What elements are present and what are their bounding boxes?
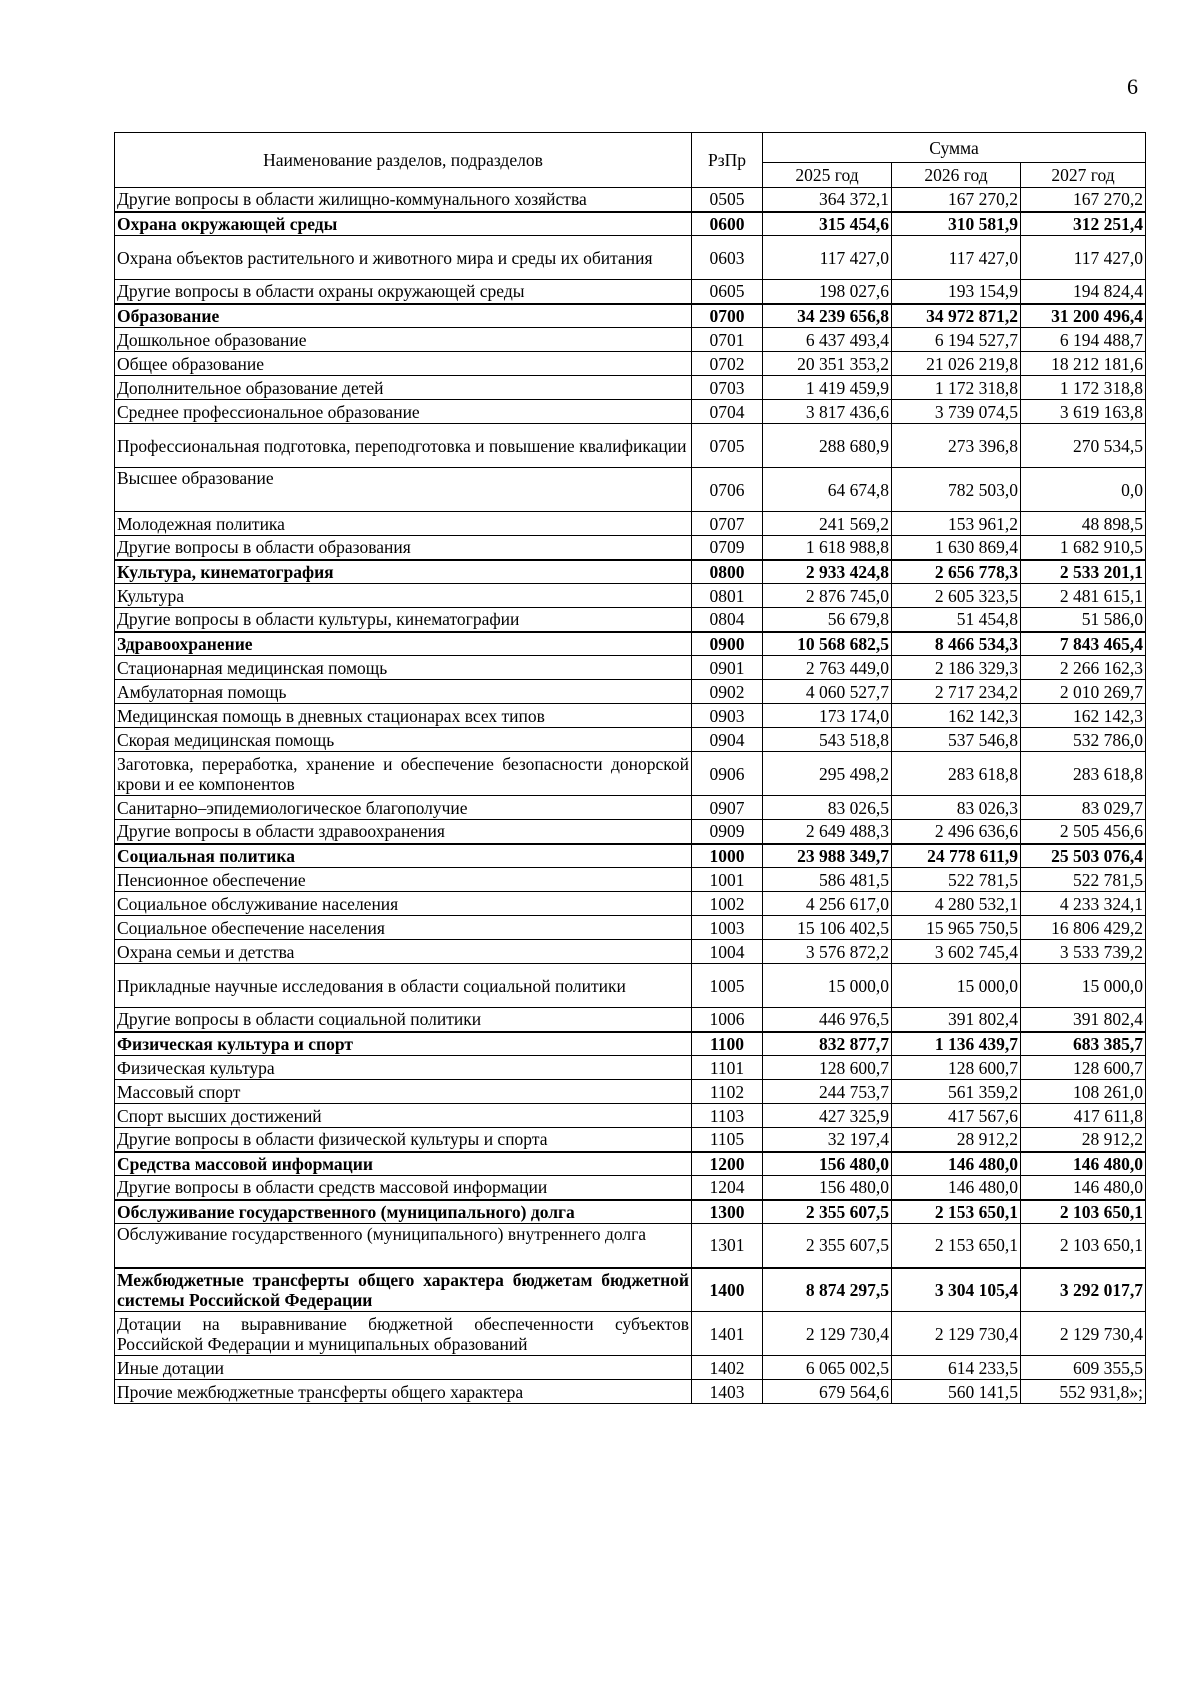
row-code: 0603 [692, 236, 763, 280]
row-code: 1002 [692, 892, 763, 916]
value-2027: 6 194 488,7 [1021, 328, 1146, 352]
value-2025: 2 876 745,0 [763, 584, 892, 608]
value-2027: 83 029,7 [1021, 796, 1146, 820]
value-2027: 522 781,5 [1021, 868, 1146, 892]
table-row [115, 916, 1146, 940]
row-code: 0700 [692, 304, 763, 328]
row-name: Образование [115, 304, 692, 328]
value-2026: 2 129 730,4 [892, 1312, 1021, 1356]
row-code: 0707 [692, 512, 763, 536]
value-2027: 117 427,0 [1021, 236, 1146, 280]
row-code: 0906 [692, 752, 763, 796]
section-row [115, 844, 1146, 868]
section-row [115, 1268, 1146, 1312]
row-name: Физическая культура [115, 1056, 692, 1080]
value-2026: 83 026,3 [892, 796, 1021, 820]
row-name: Охрана окружающей среды [115, 212, 692, 236]
value-2026: 3 602 745,4 [892, 940, 1021, 964]
row-code: 0904 [692, 728, 763, 752]
value-2027: 4 233 324,1 [1021, 892, 1146, 916]
row-code: 1006 [692, 1008, 763, 1032]
value-2025: 64 674,8 [763, 468, 892, 512]
row-code: 0804 [692, 608, 763, 632]
table-row [115, 1176, 1146, 1200]
row-name: Общее образование [115, 352, 692, 376]
table-row [115, 752, 1146, 796]
value-2027: 3 292 017,7 [1021, 1268, 1146, 1312]
value-2026: 2 717 234,2 [892, 680, 1021, 704]
value-2025: 10 568 682,5 [763, 632, 892, 656]
row-name: Культура, кинематография [115, 560, 692, 584]
value-2025: 832 877,7 [763, 1032, 892, 1056]
value-2026: 1 172 318,8 [892, 376, 1021, 400]
value-2025: 173 174,0 [763, 704, 892, 728]
value-2026: 117 427,0 [892, 236, 1021, 280]
value-2027: 2 103 650,1 [1021, 1200, 1146, 1224]
value-2025: 315 454,6 [763, 212, 892, 236]
row-code: 0902 [692, 680, 763, 704]
value-2026: 153 961,2 [892, 512, 1021, 536]
value-2025: 15 106 402,5 [763, 916, 892, 940]
value-2025: 446 976,5 [763, 1008, 892, 1032]
row-name: Социальное обеспечение населения [115, 916, 692, 940]
row-name: Дошкольное образование [115, 328, 692, 352]
row-code: 1200 [692, 1152, 763, 1176]
page-number: 6 [1127, 74, 1138, 99]
row-code: 1402 [692, 1356, 763, 1380]
row-name: Дополнительное образование детей [115, 376, 692, 400]
row-code: 0801 [692, 584, 763, 608]
table-row [115, 424, 1146, 468]
table-row [115, 1008, 1146, 1032]
row-code: 0903 [692, 704, 763, 728]
row-name: Другие вопросы в области здравоохранения [115, 820, 692, 844]
value-2027: 552 931,8»; [1021, 1380, 1146, 1404]
value-2027: 15 000,0 [1021, 964, 1146, 1008]
value-2027: 128 600,7 [1021, 1056, 1146, 1080]
table-row [115, 820, 1146, 844]
value-2026: 21 026 219,8 [892, 352, 1021, 376]
header-sum: Сумма [763, 133, 1146, 163]
value-2027: 31 200 496,4 [1021, 304, 1146, 328]
row-code: 1300 [692, 1200, 763, 1224]
table-row [115, 704, 1146, 728]
row-name: Обслуживание государственного (муниципального) долга [115, 1200, 692, 1224]
value-2026: 8 466 534,3 [892, 632, 1021, 656]
header-name: Наименование разделов, подразделов [115, 133, 692, 188]
table-row [115, 400, 1146, 424]
value-2027: 283 618,8 [1021, 752, 1146, 796]
value-2025: 20 351 353,2 [763, 352, 892, 376]
row-name: Культура [115, 584, 692, 608]
value-2027: 51 586,0 [1021, 608, 1146, 632]
row-name: Прочие межбюджетные трансферты общего характера [115, 1380, 692, 1404]
row-name: Другие вопросы в области охраны окружающей среды [115, 280, 692, 304]
table-row [115, 1080, 1146, 1104]
table-row [115, 352, 1146, 376]
row-code: 1401 [692, 1312, 763, 1356]
value-2027: 609 355,5 [1021, 1356, 1146, 1380]
section-row [115, 1032, 1146, 1056]
value-2025: 1 618 988,8 [763, 536, 892, 560]
row-code: 0605 [692, 280, 763, 304]
value-2025: 2 649 488,3 [763, 820, 892, 844]
table-header [115, 133, 1146, 188]
value-2025: 288 680,9 [763, 424, 892, 468]
table-row [115, 1312, 1146, 1356]
value-2026: 614 233,5 [892, 1356, 1021, 1380]
value-2025: 6 065 002,5 [763, 1356, 892, 1380]
value-2027: 2 481 615,1 [1021, 584, 1146, 608]
value-2027: 683 385,7 [1021, 1032, 1146, 1056]
value-2026: 273 396,8 [892, 424, 1021, 468]
value-2025: 117 427,0 [763, 236, 892, 280]
value-2025: 3 817 436,6 [763, 400, 892, 424]
table-row [115, 940, 1146, 964]
row-code: 1102 [692, 1080, 763, 1104]
value-2025: 4 060 527,7 [763, 680, 892, 704]
value-2025: 4 256 617,0 [763, 892, 892, 916]
value-2026: 560 141,5 [892, 1380, 1021, 1404]
value-2025: 2 129 730,4 [763, 1312, 892, 1356]
value-2027: 146 480,0 [1021, 1176, 1146, 1200]
value-2026: 417 567,6 [892, 1104, 1021, 1128]
value-2025: 156 480,0 [763, 1152, 892, 1176]
row-code: 0709 [692, 536, 763, 560]
header-code: РзПр [692, 133, 763, 188]
value-2026: 2 186 329,3 [892, 656, 1021, 680]
row-name: Высшее образование [115, 468, 692, 512]
value-2027: 1 172 318,8 [1021, 376, 1146, 400]
value-2026: 3 739 074,5 [892, 400, 1021, 424]
row-code: 1400 [692, 1268, 763, 1312]
row-code: 0703 [692, 376, 763, 400]
table-row [115, 584, 1146, 608]
value-2027: 3 619 163,8 [1021, 400, 1146, 424]
row-name: Прикладные научные исследования в области социальной политики [115, 964, 692, 1008]
value-2027: 391 802,4 [1021, 1008, 1146, 1032]
value-2026: 28 912,2 [892, 1128, 1021, 1152]
value-2025: 3 576 872,2 [763, 940, 892, 964]
row-name: Пенсионное обеспечение [115, 868, 692, 892]
table-body [115, 188, 1146, 1404]
value-2027: 25 503 076,4 [1021, 844, 1146, 868]
table-row [115, 680, 1146, 704]
row-name: Спорт высших достижений [115, 1104, 692, 1128]
row-name: Молодежная политика [115, 512, 692, 536]
row-name: Иные дотации [115, 1356, 692, 1380]
value-2027: 2 505 456,6 [1021, 820, 1146, 844]
table-row [115, 328, 1146, 352]
value-2027: 167 270,2 [1021, 188, 1146, 212]
table-row [115, 1380, 1146, 1404]
value-2026: 2 656 778,3 [892, 560, 1021, 584]
row-name: Другие вопросы в области социальной политики [115, 1008, 692, 1032]
value-2025: 8 874 297,5 [763, 1268, 892, 1312]
value-2026: 167 270,2 [892, 188, 1021, 212]
value-2026: 128 600,7 [892, 1056, 1021, 1080]
value-2027: 3 533 739,2 [1021, 940, 1146, 964]
row-code: 0600 [692, 212, 763, 236]
row-code: 0909 [692, 820, 763, 844]
table-row [115, 868, 1146, 892]
row-code: 0800 [692, 560, 763, 584]
value-2026: 561 359,2 [892, 1080, 1021, 1104]
value-2026: 146 480,0 [892, 1152, 1021, 1176]
row-name: Среднее профессиональное образование [115, 400, 692, 424]
value-2026: 15 000,0 [892, 964, 1021, 1008]
value-2027: 146 480,0 [1021, 1152, 1146, 1176]
value-2026: 24 778 611,9 [892, 844, 1021, 868]
table-row [115, 964, 1146, 1008]
value-2027: 312 251,4 [1021, 212, 1146, 236]
value-2026: 2 153 650,1 [892, 1224, 1021, 1268]
row-code: 1003 [692, 916, 763, 940]
value-2027: 2 129 730,4 [1021, 1312, 1146, 1356]
value-2026: 782 503,0 [892, 468, 1021, 512]
table-row [115, 1224, 1146, 1268]
value-2026: 537 546,8 [892, 728, 1021, 752]
value-2026: 391 802,4 [892, 1008, 1021, 1032]
row-code: 1005 [692, 964, 763, 1008]
value-2025: 586 481,5 [763, 868, 892, 892]
row-name: Другие вопросы в области культуры, кинематографии [115, 608, 692, 632]
row-code: 1204 [692, 1176, 763, 1200]
value-2027: 48 898,5 [1021, 512, 1146, 536]
table-row [115, 892, 1146, 916]
value-2026: 1 136 439,7 [892, 1032, 1021, 1056]
value-2027: 194 824,4 [1021, 280, 1146, 304]
value-2025: 543 518,8 [763, 728, 892, 752]
table-row [115, 280, 1146, 304]
value-2025: 241 569,2 [763, 512, 892, 536]
section-row [115, 304, 1146, 328]
section-row [115, 632, 1146, 656]
row-code: 0907 [692, 796, 763, 820]
value-2025: 2 763 449,0 [763, 656, 892, 680]
row-name: Санитарно–эпидемиологическое благополучие [115, 796, 692, 820]
row-name: Социальное обслуживание населения [115, 892, 692, 916]
row-name: Другие вопросы в области жилищно-коммунального хозяйства [115, 188, 692, 212]
table-row [115, 236, 1146, 280]
value-2026: 51 454,8 [892, 608, 1021, 632]
value-2025: 83 026,5 [763, 796, 892, 820]
row-code: 0704 [692, 400, 763, 424]
row-name: Межбюджетные трансферты общего характера бюджетам бюджетной системы Российской Федерации [115, 1268, 692, 1312]
value-2027: 532 786,0 [1021, 728, 1146, 752]
row-code: 1004 [692, 940, 763, 964]
table-row [115, 1056, 1146, 1080]
row-code: 1000 [692, 844, 763, 868]
value-2025: 364 372,1 [763, 188, 892, 212]
value-2027: 28 912,2 [1021, 1128, 1146, 1152]
value-2026: 283 618,8 [892, 752, 1021, 796]
row-code: 1001 [692, 868, 763, 892]
value-2027: 7 843 465,4 [1021, 632, 1146, 656]
table-row [115, 796, 1146, 820]
row-code: 0505 [692, 188, 763, 212]
row-name: Заготовка, переработка, хранение и обеспечение безопасности донорской крови и ее компонентов [115, 752, 692, 796]
value-2027: 2 266 162,3 [1021, 656, 1146, 680]
value-2027: 0,0 [1021, 468, 1146, 512]
row-name: Охрана семьи и детства [115, 940, 692, 964]
value-2027: 2 533 201,1 [1021, 560, 1146, 584]
value-2026: 2 496 636,6 [892, 820, 1021, 844]
row-name: Средства массовой информации [115, 1152, 692, 1176]
row-code: 1301 [692, 1224, 763, 1268]
value-2026: 6 194 527,7 [892, 328, 1021, 352]
row-name: Обслуживание государственного (муниципального) внутреннего долга [115, 1224, 692, 1268]
header-year-2026: 2026 год [892, 163, 1021, 188]
value-2027: 417 611,8 [1021, 1104, 1146, 1128]
value-2027: 1 682 910,5 [1021, 536, 1146, 560]
value-2026: 522 781,5 [892, 868, 1021, 892]
value-2026: 34 972 871,2 [892, 304, 1021, 328]
table-row [115, 728, 1146, 752]
row-name: Скорая медицинская помощь [115, 728, 692, 752]
value-2025: 679 564,6 [763, 1380, 892, 1404]
row-code: 0900 [692, 632, 763, 656]
row-name: Другие вопросы в области средств массовой информации [115, 1176, 692, 1200]
header-year-2025: 2025 год [763, 163, 892, 188]
value-2025: 2 355 607,5 [763, 1224, 892, 1268]
table-row [115, 376, 1146, 400]
value-2025: 128 600,7 [763, 1056, 892, 1080]
value-2025: 15 000,0 [763, 964, 892, 1008]
section-row [115, 212, 1146, 236]
row-name: Дотации на выравнивание бюджетной обеспеченности субъектов Российской Федерации и муниципальных образований [115, 1312, 692, 1356]
row-name: Амбулаторная помощь [115, 680, 692, 704]
value-2027: 18 212 181,6 [1021, 352, 1146, 376]
value-2025: 198 027,6 [763, 280, 892, 304]
budget-table [114, 132, 1146, 1404]
row-code: 0702 [692, 352, 763, 376]
value-2025: 427 325,9 [763, 1104, 892, 1128]
row-code: 1101 [692, 1056, 763, 1080]
row-code: 1105 [692, 1128, 763, 1152]
section-row [115, 1200, 1146, 1224]
value-2025: 34 239 656,8 [763, 304, 892, 328]
row-name: Другие вопросы в области образования [115, 536, 692, 560]
table-row [115, 468, 1146, 512]
value-2026: 1 630 869,4 [892, 536, 1021, 560]
section-row [115, 560, 1146, 584]
row-code: 0706 [692, 468, 763, 512]
value-2026: 3 304 105,4 [892, 1268, 1021, 1312]
row-name: Стационарная медицинская помощь [115, 656, 692, 680]
value-2026: 310 581,9 [892, 212, 1021, 236]
row-code: 1103 [692, 1104, 763, 1128]
header-year-2027: 2027 год [1021, 163, 1146, 188]
value-2027: 2 103 650,1 [1021, 1224, 1146, 1268]
value-2025: 2 933 424,8 [763, 560, 892, 584]
value-2025: 32 197,4 [763, 1128, 892, 1152]
row-name: Охрана объектов растительного и животного мира и среды их обитания [115, 236, 692, 280]
value-2025: 295 498,2 [763, 752, 892, 796]
value-2025: 6 437 493,4 [763, 328, 892, 352]
row-name: Массовый спорт [115, 1080, 692, 1104]
value-2026: 15 965 750,5 [892, 916, 1021, 940]
table-row [115, 608, 1146, 632]
table-row [115, 656, 1146, 680]
value-2026: 162 142,3 [892, 704, 1021, 728]
value-2025: 2 355 607,5 [763, 1200, 892, 1224]
row-name: Здравоохранение [115, 632, 692, 656]
value-2026: 2 605 323,5 [892, 584, 1021, 608]
value-2025: 156 480,0 [763, 1176, 892, 1200]
value-2027: 2 010 269,7 [1021, 680, 1146, 704]
value-2027: 270 534,5 [1021, 424, 1146, 468]
row-code: 0705 [692, 424, 763, 468]
value-2027: 162 142,3 [1021, 704, 1146, 728]
value-2026: 193 154,9 [892, 280, 1021, 304]
table-row [115, 1128, 1146, 1152]
row-name: Медицинская помощь в дневных стационарах всех типов [115, 704, 692, 728]
value-2026: 146 480,0 [892, 1176, 1021, 1200]
value-2027: 108 261,0 [1021, 1080, 1146, 1104]
value-2026: 2 153 650,1 [892, 1200, 1021, 1224]
row-name: Профессиональная подготовка, переподготовка и повышение квалификации [115, 424, 692, 468]
value-2025: 23 988 349,7 [763, 844, 892, 868]
value-2025: 244 753,7 [763, 1080, 892, 1104]
row-name: Другие вопросы в области физической культуры и спорта [115, 1128, 692, 1152]
row-code: 1100 [692, 1032, 763, 1056]
table-row [115, 512, 1146, 536]
table-row [115, 1104, 1146, 1128]
section-row [115, 1152, 1146, 1176]
row-code: 0701 [692, 328, 763, 352]
value-2026: 4 280 532,1 [892, 892, 1021, 916]
value-2025: 1 419 459,9 [763, 376, 892, 400]
row-name: Физическая культура и спорт [115, 1032, 692, 1056]
row-code: 1403 [692, 1380, 763, 1404]
row-name: Социальная политика [115, 844, 692, 868]
table-row [115, 1356, 1146, 1380]
table-row [115, 536, 1146, 560]
table-row [115, 188, 1146, 212]
value-2027: 16 806 429,2 [1021, 916, 1146, 940]
row-code: 0901 [692, 656, 763, 680]
value-2025: 56 679,8 [763, 608, 892, 632]
